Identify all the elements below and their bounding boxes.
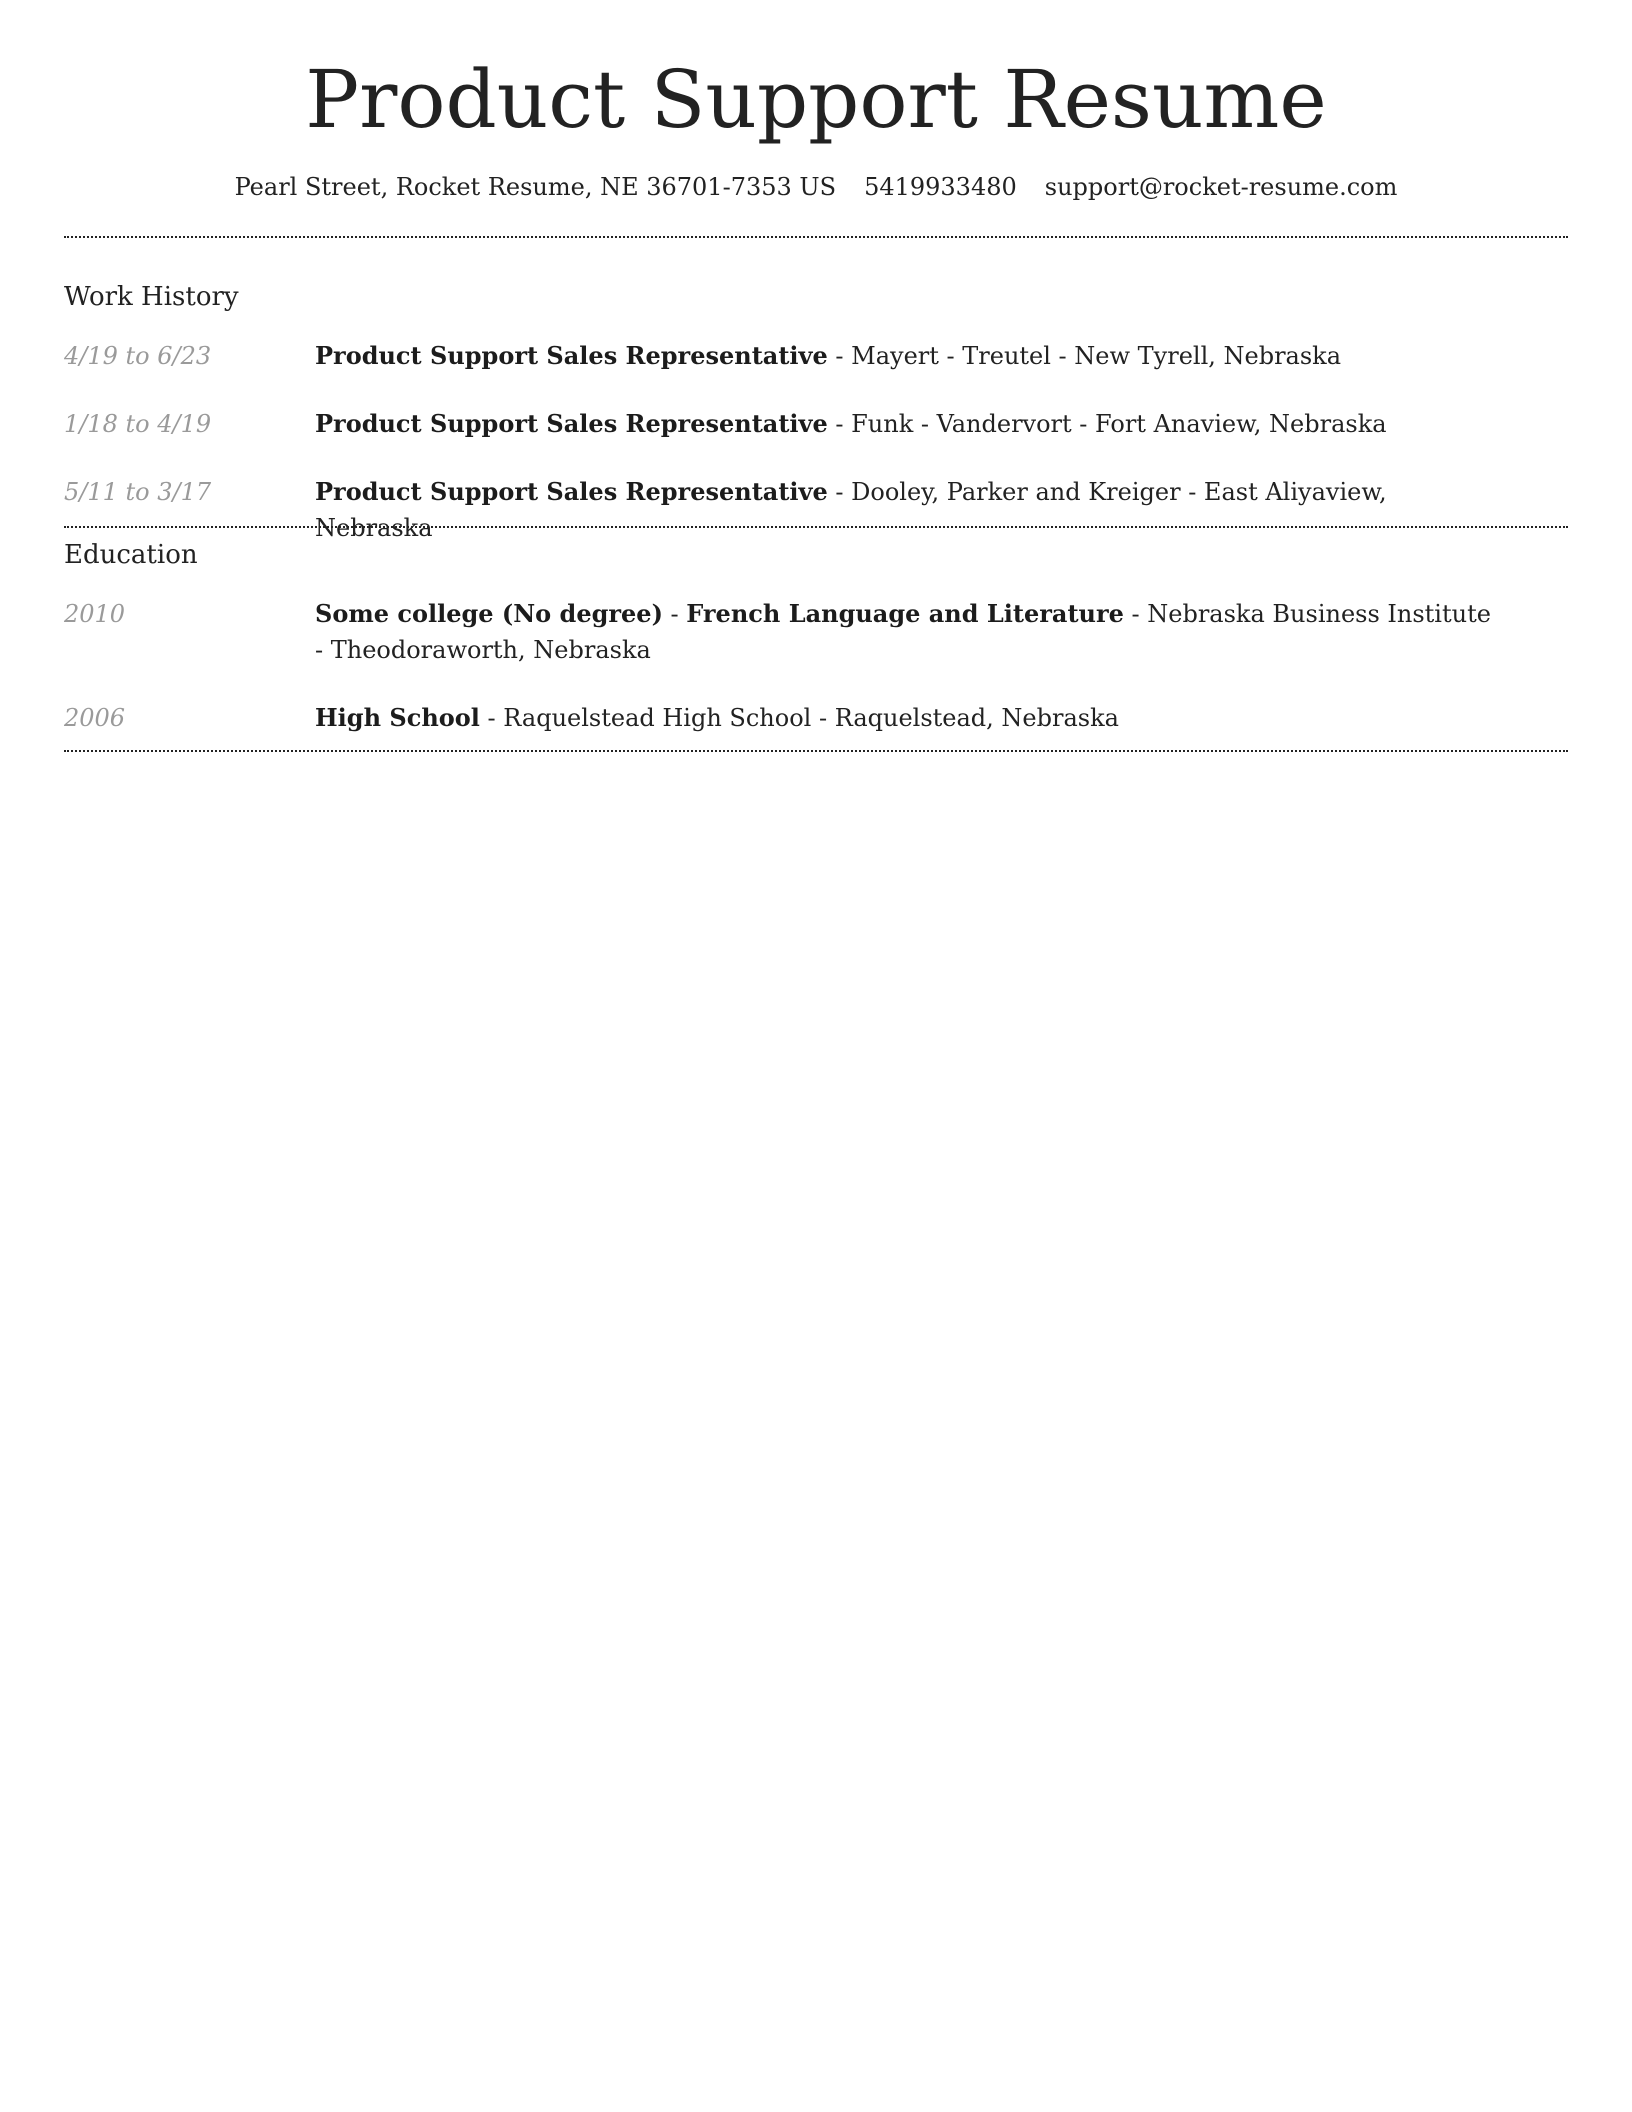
education-year: 2010: [64, 600, 126, 628]
header-divider: [64, 236, 1568, 238]
work-detail: [315, 338, 1495, 374]
education-field: French Language and Literature: [686, 599, 1124, 628]
work-history-heading: Work History: [64, 282, 239, 312]
contact-line: [64, 170, 1568, 204]
education-detail: [315, 700, 1495, 736]
work-employer: - Mayert - Treutel - New Tyrell, Nebraska: [827, 342, 1342, 370]
education-degree: High School: [315, 703, 480, 732]
contact-email[interactable]: support@rocket-resume.com: [1044, 173, 1398, 201]
education-separator: -: [662, 600, 687, 628]
work-dates: 4/19 to 6/23: [64, 342, 212, 370]
work-employer: - Funk - Vandervort - Fort Anaview, Nebraska: [827, 410, 1387, 438]
work-role: Product Support Sales Representative: [315, 341, 828, 370]
work-role: Product Support Sales Representative: [315, 477, 828, 506]
contact-address: Pearl Street, Rocket Resume, NE 36701-7353 US: [234, 173, 837, 201]
work-dates: 5/11 to 3/17: [64, 478, 212, 506]
education-heading: Education: [64, 540, 198, 570]
work-detail: [315, 474, 1495, 546]
work-detail: [315, 406, 1495, 442]
contact-phone: 5419933480: [864, 173, 1017, 201]
work-employer: - Dooley, Parker and Kreiger - East Aliyaview, Nebraska: [315, 478, 1387, 542]
education-divider: [64, 750, 1568, 752]
education-year: 2006: [64, 704, 126, 732]
work-role: Product Support Sales Representative: [315, 409, 828, 438]
education-school: - Raquelstead High School - Raquelstead, Nebraska: [479, 704, 1119, 732]
education-degree: Some college (No degree): [315, 599, 663, 628]
education-detail: [315, 596, 1495, 668]
resume-title: Product Support Resume: [305, 53, 1327, 146]
work-history-divider: [64, 526, 1568, 528]
education-school: - Nebraska Business Institute - Theodoraworth, Nebraska: [315, 600, 1491, 664]
work-dates: 1/18 to 4/19: [64, 410, 212, 438]
